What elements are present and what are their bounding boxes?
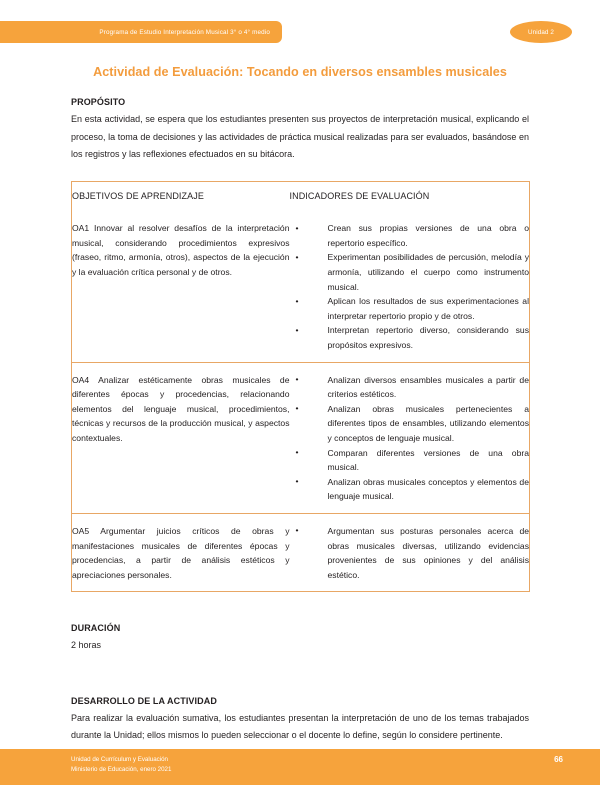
table-row <box>72 362 530 513</box>
indicators-cell <box>290 362 530 513</box>
proposito-text: En esta actividad, se espera que los estudiantes presenten sus proyectos de interpretación musical, explicando el proceso, la toma de decisiones y las actividades de práctica musical realizadas para ser evaluados, basándose en los registros y las reflexiones efectuados en su bitácora. <box>71 114 529 159</box>
list-item: • Analizan obras musicales pertenecientes a diferentes tipos de ensambles, utilizando elementos y conceptos de lenguaje musical. <box>290 402 530 446</box>
desarrollo-heading: DESARROLLO DE LA ACTIVIDAD <box>71 695 217 706</box>
indicators-cell <box>290 211 530 362</box>
table-header-objectives-cell <box>72 182 290 212</box>
program-label-text: Programa de Estudio Interpretación Musical 3° o 4° medio <box>99 28 270 36</box>
page-title: Actividad de Evaluación: Tocando en diversos ensambles musicales <box>93 65 507 79</box>
spacer <box>71 592 529 606</box>
list-item: • Aplican los resultados de sus experimentaciones al interpretar repertorio propio y de otros. <box>290 294 530 323</box>
objective-cell <box>72 362 290 513</box>
list-item: • Interpretan repertorio diverso, considerando sus propósitos expresivos. <box>290 323 530 352</box>
objectives-indicators-table <box>71 181 530 592</box>
list-item: • Experimentan posibilidades de percusión, melodía y armonía, utilizando el cuerpo como instrumento musical. <box>290 250 530 294</box>
objective-text: OA1 Innovar al resolver desafíos de la interpretación musical, considerando procedimientos expresivos (fraseo, ritmo, armonía, otros), aspectos de la ejecución y la evaluación crítica personal y de otros. <box>72 223 290 278</box>
table-header-row <box>72 182 530 212</box>
indicator-list <box>290 221 530 352</box>
list-item: • Analizan obras musicales conceptos y elementos de lenguaje musical. <box>290 475 530 504</box>
desarrollo-text: Para realizar la evaluación sumativa, los estudiantes presentan la interpretación de uno de los temas trabajados durante la Unidad; ellos mismos lo pueden seleccionar o el docente lo define, según lo considere pertinente. <box>71 712 529 740</box>
objective-text: OA5 Argumentar juicios críticos de obras y manifestaciones musicales de diferentes épocas y procedencias, a partir de análisis estéticos y apreciaciones personales. <box>72 525 290 580</box>
objective-text: OA4 Analizar estéticamente obras musicales de diferentes épocas y procedencias, relacionando elementos del lenguaje musical, procedimientos, técnicas y recursos de la producción musical, y aspectos contextuales. <box>72 374 290 443</box>
duracion-heading: DURACIÓN <box>71 623 121 634</box>
unit-badge-text: Unidad 2 <box>527 28 554 36</box>
objective-cell <box>72 211 290 362</box>
list-item: • Comparan diferentes versiones de una obra musical. <box>290 446 530 475</box>
indicator-list <box>290 524 530 582</box>
table-header-indicators: INDICADORES DE EVALUACIÓN <box>289 191 430 202</box>
list-item: • Argumentan sus posturas personales acerca de obras musicales diversas, utilizando evidencias provenientes de sus opiniones y del análisis estético. <box>290 524 530 582</box>
page-footer <box>0 749 600 785</box>
page-content <box>71 0 529 744</box>
list-item: • Crean sus propias versiones de una obra o repertorio específico. <box>290 221 530 250</box>
footer-line-1: Unidad de Currículum y Evaluación <box>71 756 168 763</box>
table-row <box>72 211 530 362</box>
table-row <box>72 513 530 591</box>
duracion-text: 2 horas <box>71 640 102 651</box>
table-header-indicators-cell <box>290 182 530 212</box>
footer-organization <box>71 755 171 775</box>
indicator-list <box>290 373 530 504</box>
objective-cell <box>72 513 290 591</box>
list-item: • Analizan diversos ensambles musicales a partir de criterios estéticos. <box>290 373 530 402</box>
indicators-cell <box>290 513 530 591</box>
footer-line-2: Ministerio de Educación, enero 2021 <box>71 766 172 773</box>
spacer <box>71 655 529 679</box>
page-number: 66 <box>554 755 563 764</box>
proposito-heading: PROPÓSITO <box>71 97 126 108</box>
table-header-objectives: OBJETIVOS DE APRENDIZAJE <box>72 191 204 202</box>
